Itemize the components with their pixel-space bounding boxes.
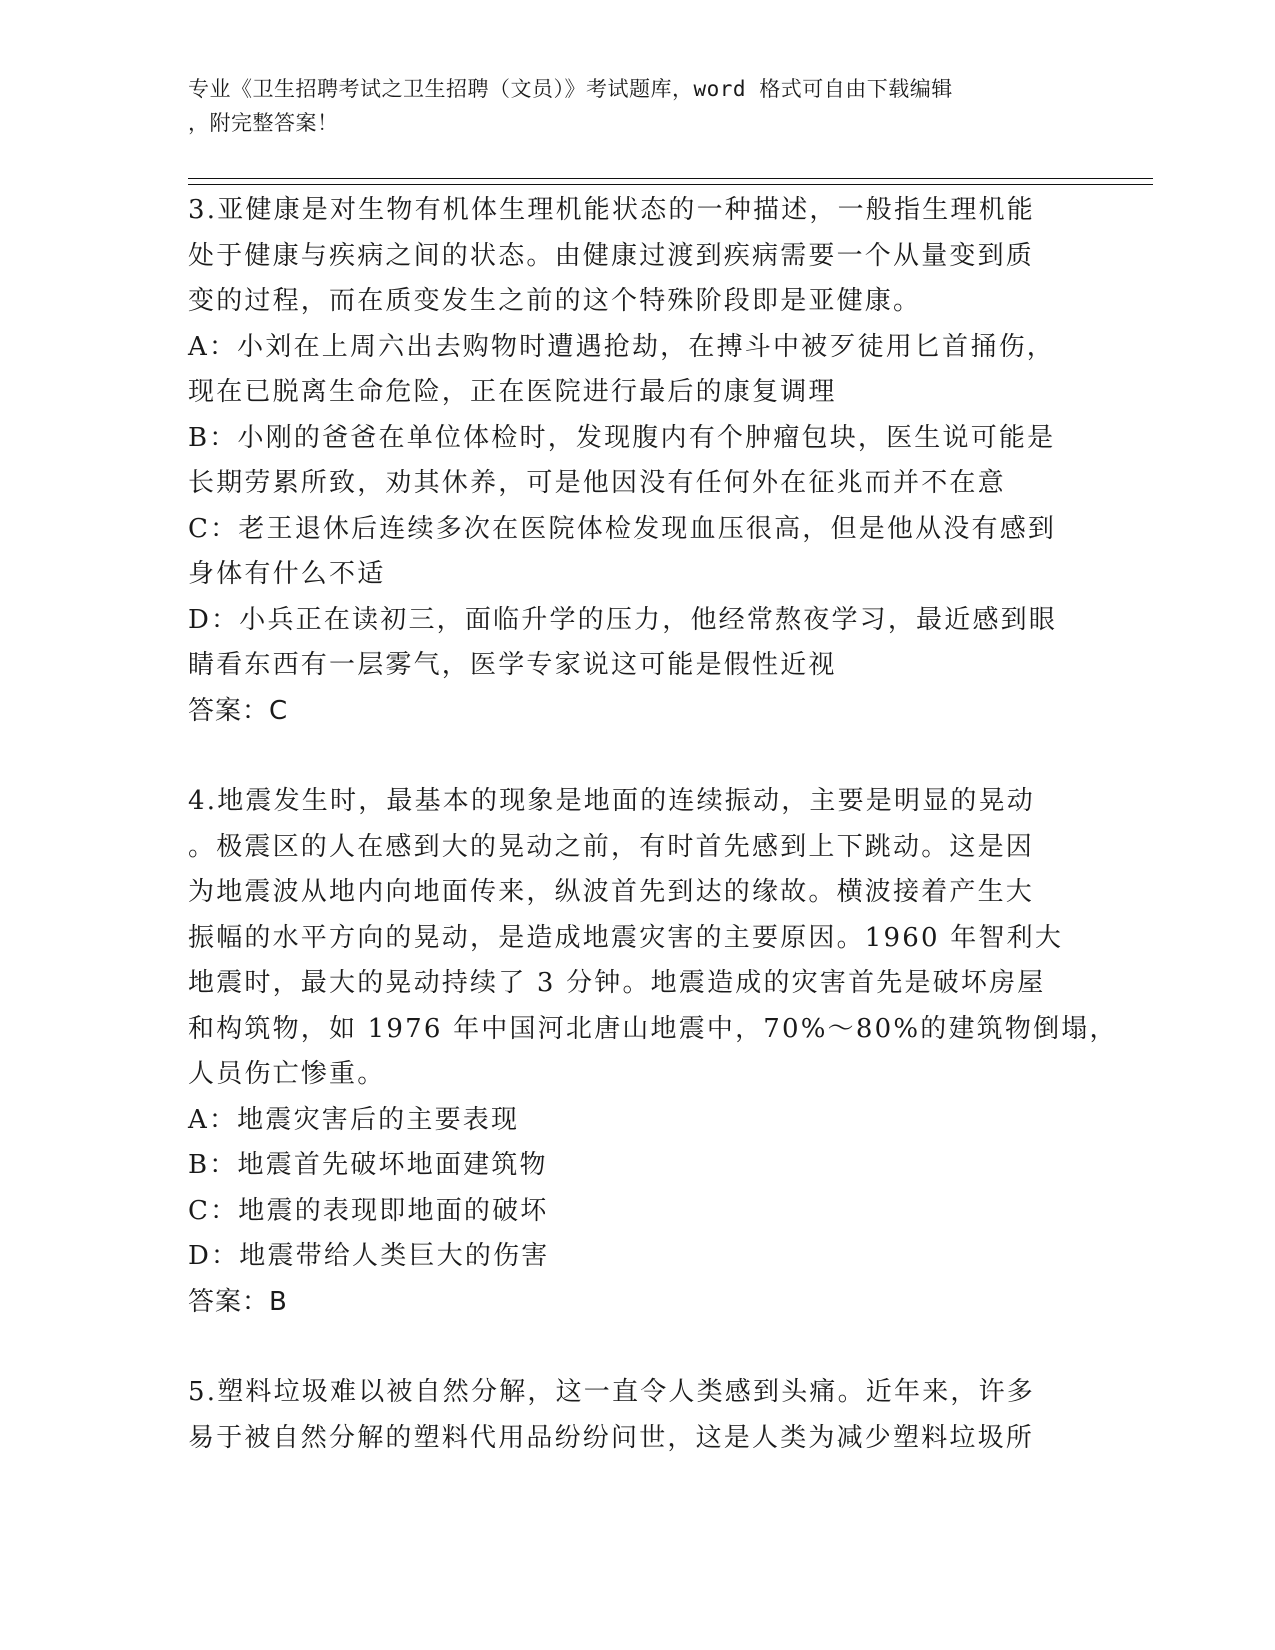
header-line-2: ，附完整答案！ xyxy=(188,111,339,135)
option-c: C：地震的表现即地面的破坏 xyxy=(188,1195,549,1226)
option-a: A：地震灾害后的主要表现 xyxy=(188,1104,520,1135)
option-a-line: A：小刘在上周六出去购物时遭遇抢劫，在搏斗中被歹徒用匕首捅伤， xyxy=(188,331,1055,362)
answer-label: 答案：C xyxy=(188,695,289,726)
question-3 xyxy=(188,188,1088,734)
header-rule-top xyxy=(188,178,1153,179)
question-list xyxy=(188,188,1118,1461)
option-a-line: 现在已脱离生命危险，正在医院进行最后的康复调理 xyxy=(188,377,837,407)
question-stem-line: 人员伤亡惨重。 xyxy=(188,1059,386,1089)
question-stem-line: 。极震区的人在感到大的晃动之前，有时首先感到上下跳动。这是因 xyxy=(188,831,1035,862)
question-stem-line: 振幅的水平方向的晃动，是造成地震灾害的主要原因。1960 年智利大 xyxy=(188,922,1064,953)
question-4 xyxy=(188,779,1118,1325)
question-5 xyxy=(188,1370,1088,1461)
question-stem-line: 和构筑物，如 1976 年中国河北唐山地震中，70%～80%的建筑物倒塌， xyxy=(188,1013,1118,1044)
question-stem-line: 5.塑料垃圾难以被自然分解，这一直令人类感到头痛。近年来，许多 xyxy=(188,1377,1036,1407)
option-d-line: 睛看东西有一层雾气，医学专家说这可能是假性近视 xyxy=(188,650,837,680)
question-stem-line: 为地震波从地内向地面传来，纵波首先到达的缘故。横波接着产生大 xyxy=(188,877,1035,907)
question-stem-line: 处于健康与疾病之间的状态。由健康过渡到疾病需要一个从量变到质 xyxy=(188,240,1035,271)
option-b-line: 长期劳累所致，劝其休养，可是他因没有任何外在征兆而并不在意 xyxy=(188,468,1006,498)
document-header xyxy=(188,72,1088,140)
question-stem-line: 4.地震发生时，最基本的现象是地面的连续振动，主要是明显的晃动 xyxy=(188,786,1036,816)
header-rule-bottom xyxy=(188,184,1153,185)
question-stem-line: 变的过程，而在质变发生之前的这个特殊阶段即是亚健康。 xyxy=(188,286,922,316)
option-b-line: B：小刚的爸爸在单位体检时，发现腹内有个肿瘤包块，医生说可能是 xyxy=(188,422,1056,453)
option-b: B：地震首先破坏地面建筑物 xyxy=(188,1150,548,1180)
question-stem-line: 易于被自然分解的塑料代用品纷纷问世，这是人类为减少塑料垃圾所 xyxy=(188,1422,1035,1453)
option-c-line: C：老王退休后连续多次在医院体检发现血压很高，但是他从没有感到 xyxy=(188,513,1057,544)
question-stem-line: 3.亚健康是对生物有机体生理机能状态的一种描述，一般指生理机能 xyxy=(188,195,1036,225)
option-d-line: D：小兵正在读初三，面临升学的压力，他经常熬夜学习，最近感到眼 xyxy=(188,604,1058,635)
question-stem-line: 地震时，最大的晃动持续了 3 分钟。地震造成的灾害首先是破坏房屋 xyxy=(188,968,1046,998)
option-c-line: 身体有什么不适 xyxy=(188,559,386,589)
option-d: D：地震带给人类巨大的伤害 xyxy=(188,1241,550,1271)
answer-label: 答案：B xyxy=(188,1286,288,1317)
header-line-1: 专业《卫生招聘考试之卫生招聘（文员）》考试题库，word 格式可自由下载编辑 xyxy=(188,77,953,101)
